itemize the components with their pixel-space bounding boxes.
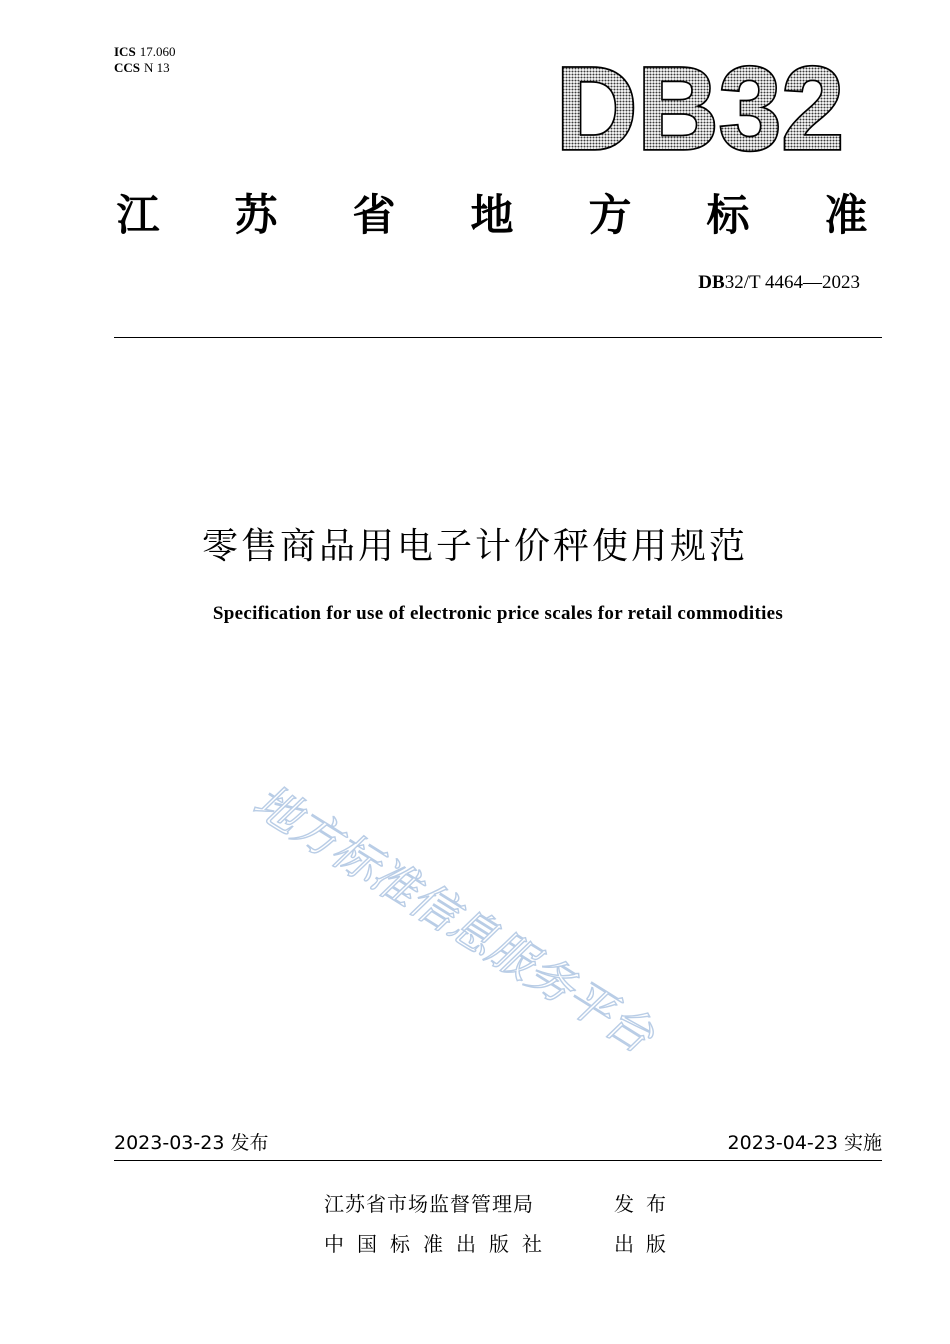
ics-code: [114, 44, 175, 60]
category-char: 地: [470, 191, 514, 241]
watermark: [240, 770, 800, 1130]
issuer-row: [324, 1188, 684, 1217]
category-char: 方: [588, 191, 632, 241]
logo-text: DB32: [556, 52, 844, 157]
db32-logo: [550, 52, 850, 157]
standard-number-prefix: DB: [698, 272, 725, 293]
publish-date: 2023-03-23 发布: [114, 1132, 269, 1154]
ccs-label: CCS: [114, 60, 141, 75]
watermark-text: 地方标准信息服务平台: [244, 773, 663, 1064]
top-divider: [114, 337, 882, 338]
category-char: 江: [116, 191, 160, 241]
category-char: 准: [824, 191, 868, 241]
document-title-chinese: 零售商品用电子计价秤使用规范: [201, 526, 748, 567]
ics-label: ICS: [114, 44, 136, 59]
standard-category: [112, 182, 872, 243]
standard-number-rest: 32/T 4464—2023: [724, 272, 860, 293]
category-char: 标: [706, 191, 750, 241]
document-title-english: Specification for use of electronic price scales for retail commodities: [212, 603, 784, 624]
ics-value: 17.060: [139, 44, 176, 59]
category-char: 苏: [234, 191, 278, 241]
printer-row: [324, 1228, 684, 1257]
issuer-action: 发布: [614, 1192, 678, 1216]
bottom-divider: [114, 1160, 882, 1161]
printer-action: 出版: [614, 1232, 678, 1256]
classification-codes: [114, 44, 175, 76]
ccs-value: N 13: [144, 60, 170, 75]
category-char: 省: [352, 191, 396, 241]
standard-number: [698, 272, 860, 294]
issuer-name: 江苏省市场监督管理局: [324, 1192, 534, 1216]
ccs-code: [114, 60, 175, 76]
printer-name: 中国标准出版社: [324, 1232, 555, 1256]
effective-date: 2023-04-23 实施: [727, 1132, 882, 1154]
